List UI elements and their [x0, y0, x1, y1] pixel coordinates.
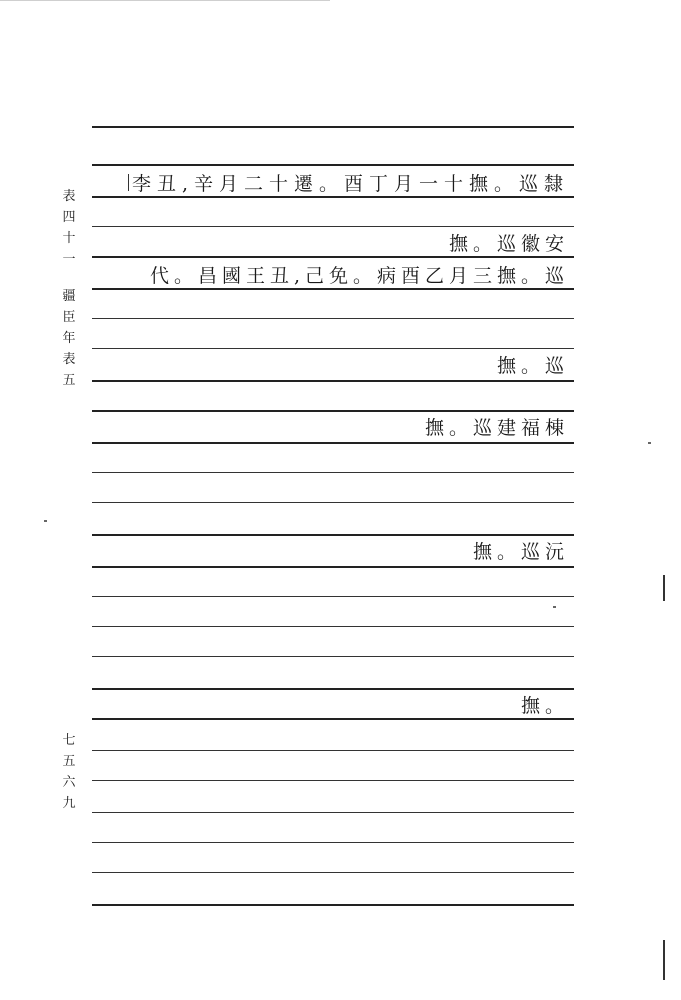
table-rule: [92, 380, 574, 382]
table-rule: [92, 472, 574, 473]
table-rule: [92, 566, 574, 568]
table-rule: [92, 842, 574, 843]
scan-edge-mark: [663, 575, 665, 601]
table-rule: [92, 348, 574, 349]
page-number-char: 六: [62, 775, 76, 790]
table-rule: [92, 626, 574, 627]
table-rule: [92, 688, 574, 690]
title-char: 五: [62, 373, 76, 388]
row-text: 撫。巡徽安: [448, 232, 569, 255]
text-row-3: [150, 260, 569, 288]
title-char: 年: [62, 331, 76, 346]
table-rule: [92, 596, 574, 597]
column-tick: [128, 174, 129, 191]
table-rule: [92, 442, 574, 444]
table-rule: [92, 318, 574, 319]
row-text: 李丑,辛月二十遷。酉丁月一十撫。巡隸: [131, 172, 569, 195]
table-rule: [92, 812, 574, 813]
row-text: 撫。巡建福棟: [424, 416, 569, 439]
text-row-1: [128, 168, 569, 196]
scan-speck: [44, 520, 47, 522]
sidebar-section-label: [60, 186, 78, 270]
title-char: 表: [62, 352, 76, 367]
section-char: 表: [62, 189, 76, 204]
text-row-2: [449, 228, 569, 256]
scan-edge-mark: [663, 940, 665, 980]
text-row-5: [425, 412, 569, 440]
section-char: 十: [62, 231, 76, 246]
page-number-char: 五: [62, 754, 76, 769]
sidebar-title: [60, 286, 78, 391]
row-text: 代。昌國王丑,己免。病酉乙月三撫。巡: [149, 264, 569, 287]
row-text: 撫。巡: [496, 354, 569, 377]
table-rule: [92, 126, 574, 128]
section-char: 四: [62, 210, 76, 225]
text-row-4: [497, 350, 569, 378]
title-char: 疆: [62, 289, 76, 304]
table-rule: [92, 196, 574, 198]
table-rule: [92, 780, 574, 781]
table-rule: [92, 872, 574, 873]
table-rule: [92, 904, 574, 906]
table-rule: [92, 256, 574, 258]
page-number: [60, 730, 78, 814]
text-row-7: [521, 690, 569, 718]
table-rule: [92, 164, 574, 166]
page-number-char: 七: [62, 733, 76, 748]
table-rule: [92, 718, 574, 720]
table-rule: [92, 750, 574, 751]
scan-edge-line: [0, 0, 330, 1]
text-row-6: [473, 536, 569, 564]
table-rule: [92, 288, 574, 290]
section-char: 一: [62, 252, 76, 267]
table-rule: [92, 226, 574, 227]
scan-speck: [553, 606, 556, 608]
table-rule: [92, 656, 574, 657]
row-text: 撫。巡沅: [472, 540, 569, 563]
title-char: 臣: [62, 310, 76, 325]
table-rule: [92, 502, 574, 503]
row-text: 撫。: [520, 694, 569, 717]
page-number-char: 九: [62, 796, 76, 811]
scan-speck: [648, 442, 651, 444]
